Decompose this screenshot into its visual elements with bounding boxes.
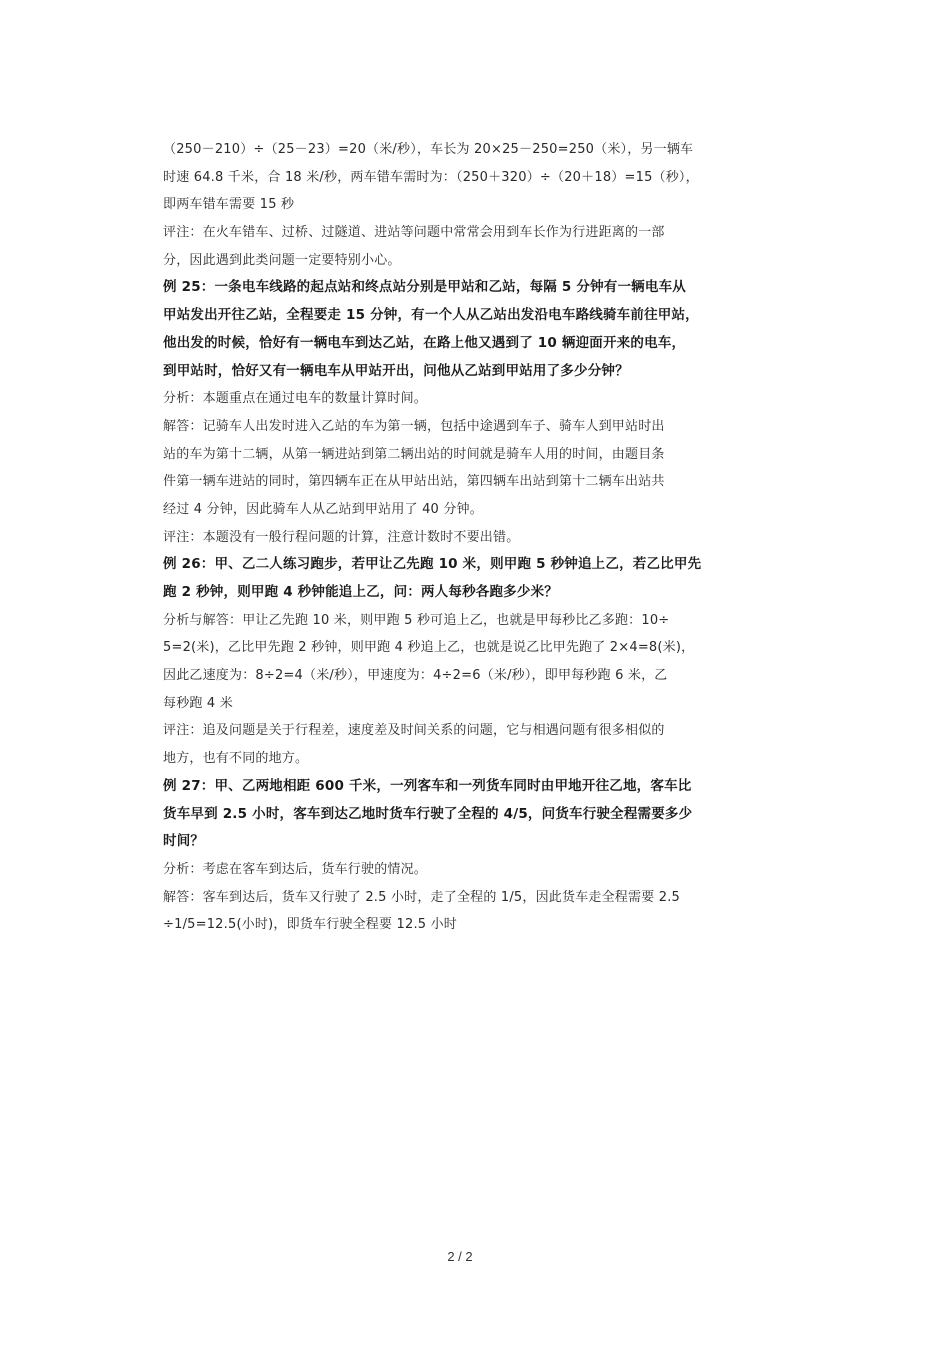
example-27-question: 时间？	[163, 833, 205, 850]
text-line: 解答：客车到达后，货车又行驶了 2.5 小时，走了全程的 1/5，因此货车走全程需要 2.5	[163, 889, 681, 905]
text-line: 解答：记骑车人出发时进入乙站的车为第一辆，包括中途遇到车子、骑车人到甲站时出	[163, 418, 665, 434]
example-27-question: 货车早到 2.5 小时，客车到达乙地时货车行驶了全程的 4/5，问货车行驶全程需要多少	[163, 805, 693, 822]
text-line: ÷1/5=12.5(小时)，即货车行驶全程要 12.5 小时	[163, 917, 458, 933]
text-line: 评注：追及问题是关于行程差，速度差及时间关系的问题，它与相遇问题有很多相似的	[163, 723, 665, 739]
text-line: 即两车错车需要 15 秒	[163, 197, 295, 213]
example-25-question: 例 25：一条电车线路的起点站和终点站分别是甲站和乙站，每隔 5 分钟有一辆电车从	[163, 279, 686, 296]
text-line: 地方，也有不同的地方。	[163, 751, 309, 767]
text-line: 5=2(米)，乙比甲先跑 2 秒钟，则甲跑 4 秒追上乙，也就是说乙比甲先跑了 2×4=8(米)，	[163, 640, 695, 656]
text-line: 评注：本题没有一般行程问题的计算，注意计数时不要出错。	[163, 529, 520, 545]
example-27-question: 例 27：甲、乙两地相距 600 千米，一列客车和一列货车同时由甲地开往乙地，客车比	[163, 777, 692, 794]
example-25-question: 他出发的时候，恰好有一辆电车到达乙站，在路上他又遇到了 10 辆迎面开来的电车，	[163, 334, 686, 351]
text-line: 站的车为第十二辆，从第一辆进站到第二辆出站的时间就是骑车人用的时间，由题目条	[163, 446, 665, 462]
text-line: 评注：在火车错车、过桥、过隧道、进站等问题中常常会用到车长作为行进距离的一部	[163, 225, 665, 241]
text-line: （250－210）÷（25－23）=20（米/秒），车长为 20×25－250=250（米），另一辆车	[163, 142, 694, 157]
text-line: 分析与解答：甲让乙先跑 10 米，则甲跑 5 秒可追上乙，也就是甲每秒比乙多跑：10÷	[163, 612, 670, 628]
text-line: 分析：本题重点在通过电车的数量计算时间。	[163, 391, 428, 407]
document-body	[163, 136, 723, 939]
text-line: 分，因此遇到此类问题一定要特别小心。	[163, 252, 401, 268]
text-line: 因此乙速度为：8÷2=4（米/秒），甲速度为：4÷2=6（米/秒），即甲每秒跑 6 米，乙	[163, 668, 668, 684]
example-26-question: 跑 2 秒钟，则甲跑 4 秒钟能追上乙，问：两人每秒各跑多少米？	[163, 584, 558, 600]
example-25-question: 甲站发出开往乙站，全程要走 15 分钟，有一个人从乙站出发沿电车路线骑车前往甲站，	[163, 307, 699, 324]
example-25-question: 到甲站时，恰好又有一辆电车从甲站开出，问他从乙站到甲站用了多少分钟？	[163, 362, 629, 379]
text-line: 每秒跑 4 米	[163, 695, 233, 711]
text-line: 分析：考虑在客车到达后，货车行驶的情况。	[163, 861, 428, 877]
text-line: 时速 64.8 千米，合 18 米/秒，两车错车需时为：（250＋320）÷（20＋18）=15（秒），	[163, 169, 699, 185]
page-number: 2 / 2	[447, 1249, 473, 1264]
text-line: 件第一辆车进站的同时，第四辆车正在从甲站出站，第四辆车出站到第十二辆车出站共	[163, 474, 665, 490]
text-line: 经过 4 分钟，因此骑车人从乙站到甲站用了 40 分钟。	[163, 501, 483, 517]
example-26-question: 例 26：甲、乙二人练习跑步，若甲让乙先跑 10 米，则甲跑 5 秒钟追上乙，若乙比甲先	[163, 556, 702, 573]
